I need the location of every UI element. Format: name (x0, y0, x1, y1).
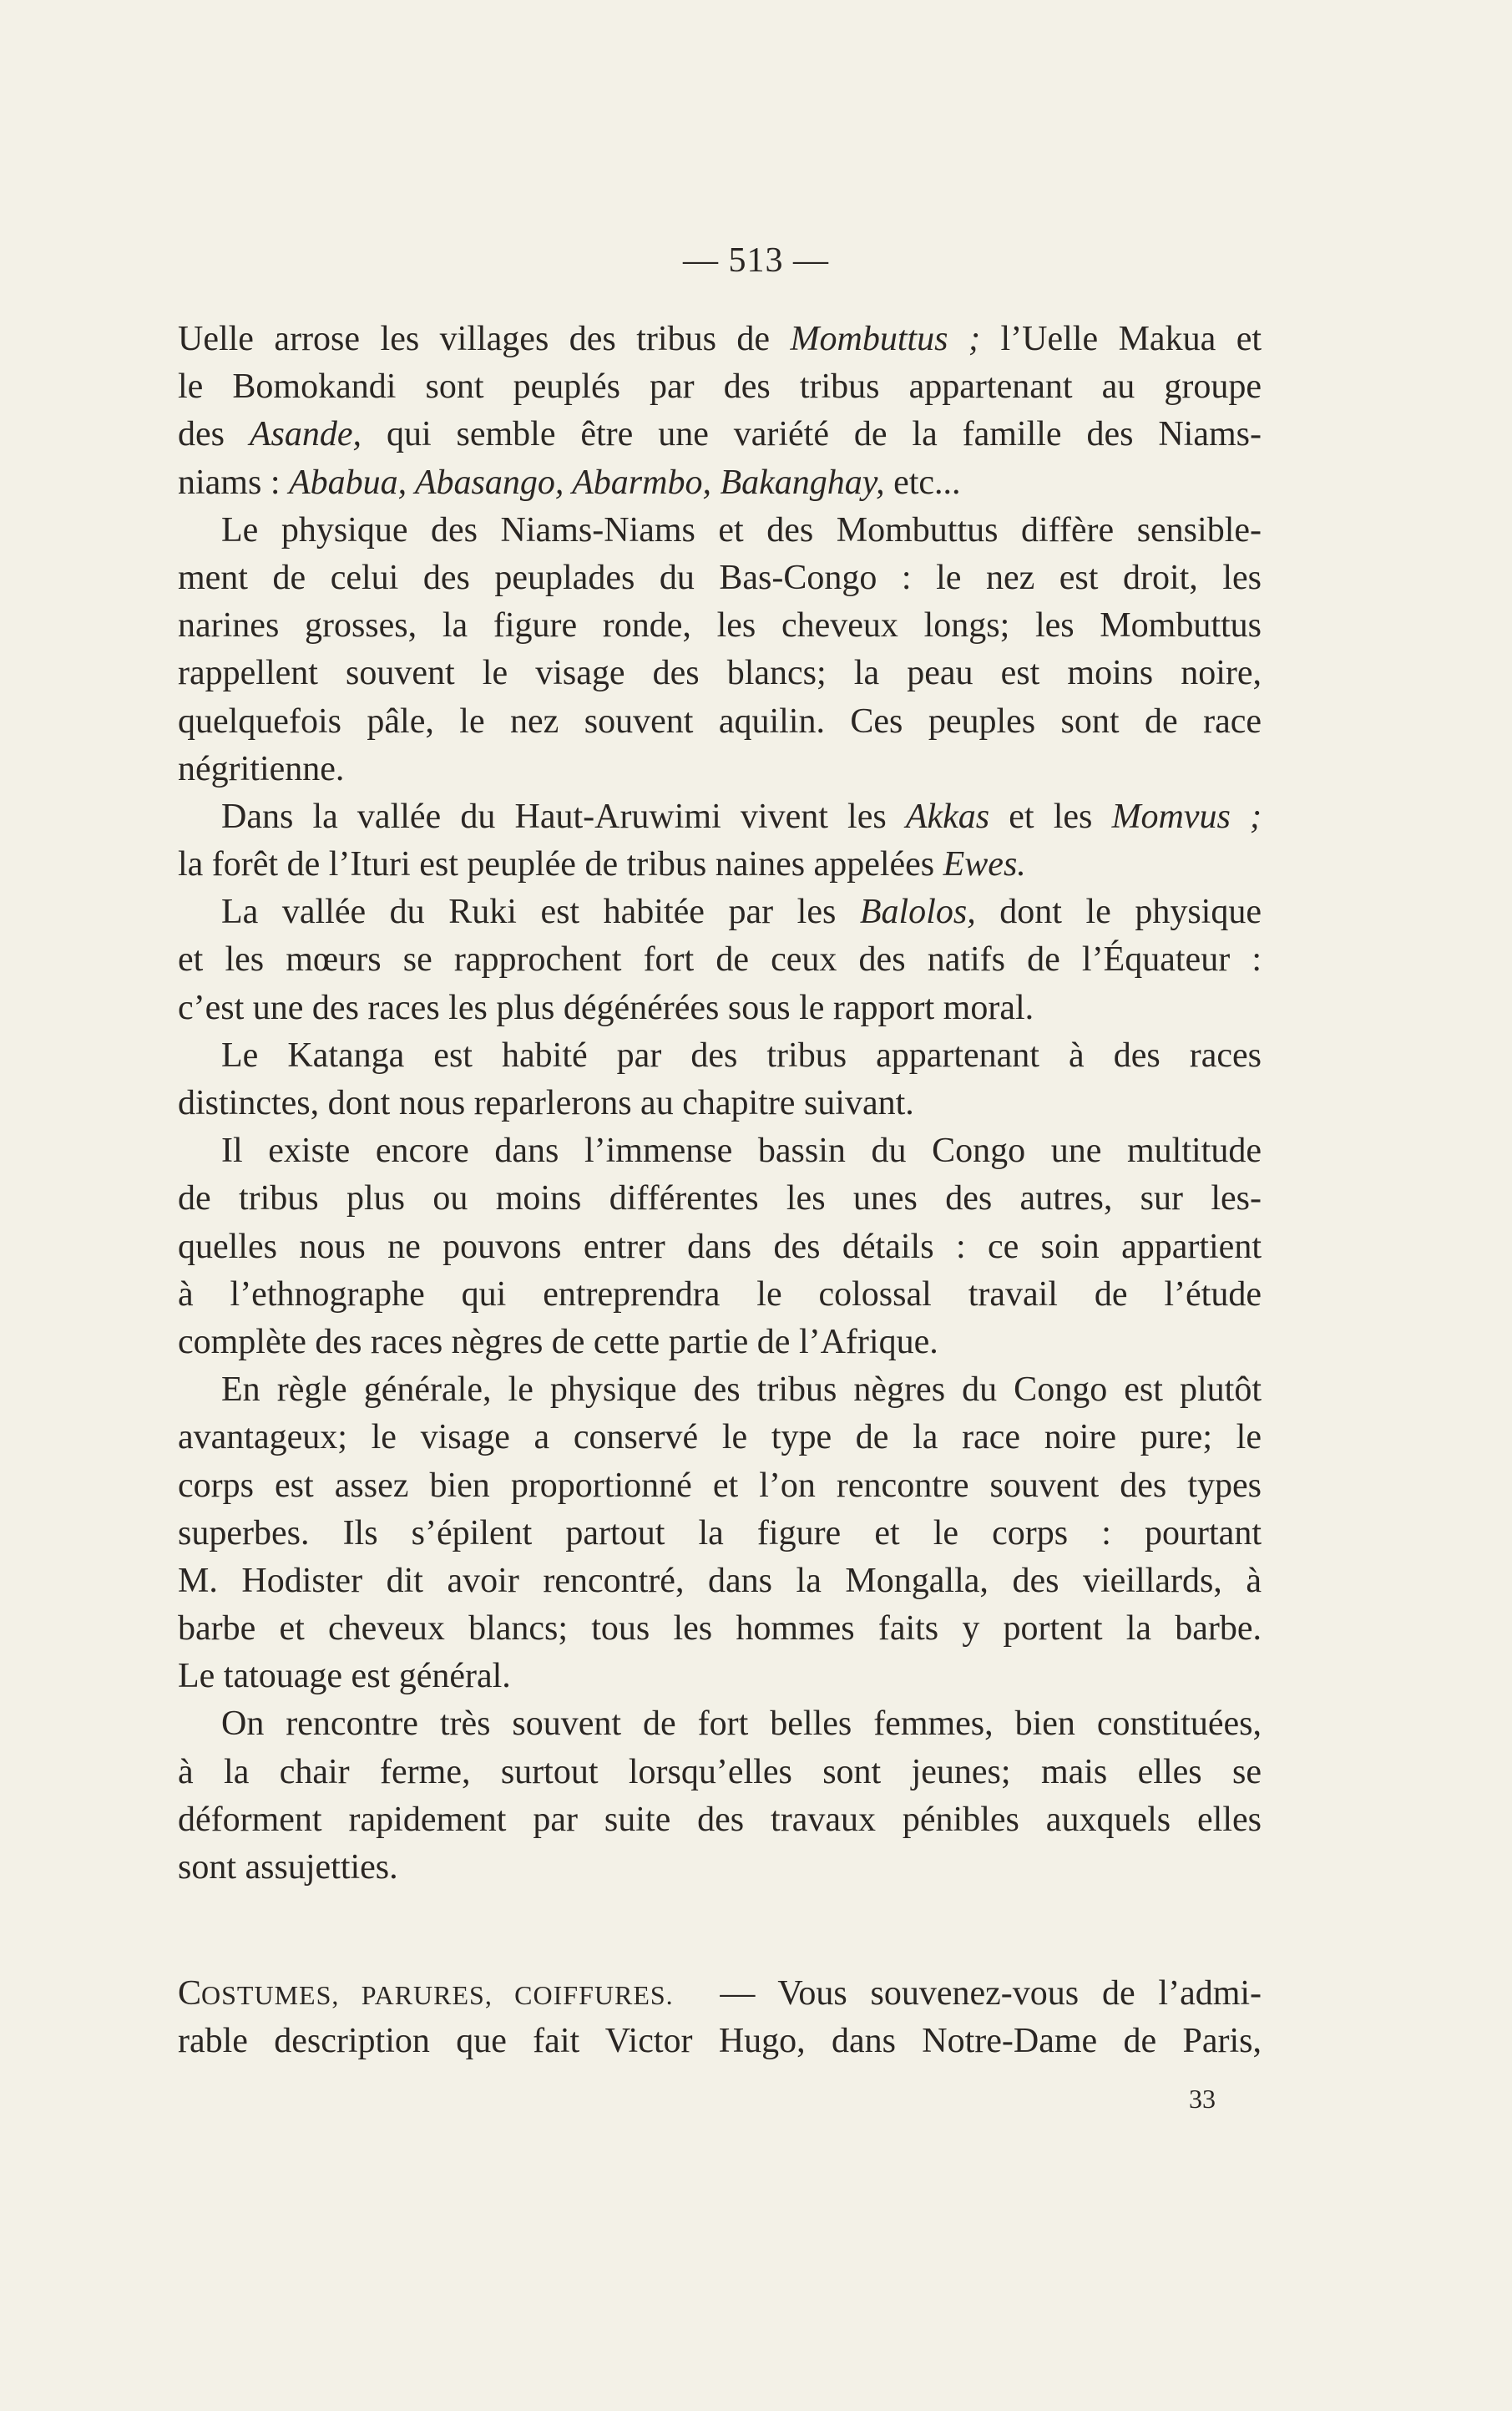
text-line (178, 1414, 1262, 1461)
text-line (178, 459, 1262, 507)
italic-term: Ewes. (943, 845, 1026, 884)
text-run: la forêt de l’Ituri est peuplée de tribus naines appelées (178, 845, 943, 884)
text-run: l’Uelle Makua et (980, 320, 1262, 358)
text-line (178, 602, 1262, 650)
section-text-line: rable description que fait Victor Hugo, dans Notre-Dame de Paris, (178, 2022, 1262, 2061)
text-line (178, 650, 1262, 697)
text-line (178, 363, 1262, 411)
text-line (178, 698, 1262, 746)
text-line (178, 1749, 1262, 1796)
italic-term: Momvus ; (1111, 797, 1262, 836)
text-run: distinctes, dont nous reparlerons au chapitre suivant. (178, 1084, 914, 1122)
text-run: qui semble être une variété de la famille des Niams- (362, 415, 1262, 454)
text-run: des (178, 415, 250, 454)
signature-mark: 33 (1189, 2084, 1216, 2114)
italic-term: Balolos, (859, 893, 976, 932)
text-line (178, 1462, 1262, 1510)
text-line (178, 936, 1262, 984)
section-heading: COSTUMES, PARURES, COIFFURES. (178, 1974, 674, 2013)
text-line (178, 1032, 1262, 1080)
text-line (178, 1223, 1262, 1271)
text-run: Le tatouage est général. (178, 1657, 511, 1696)
text-run: avantageux; le visage a conservé le type de la race noire pure; le (178, 1418, 1262, 1457)
text-line (178, 555, 1262, 602)
text-line (178, 1605, 1262, 1653)
text-run: Uelle arrose les villages des tribus de (178, 320, 791, 358)
text-run: etc... (884, 463, 961, 502)
section-heading-line (178, 1970, 1262, 2018)
text-line (178, 1558, 1262, 1605)
text-line (178, 889, 1262, 936)
text-run: Le physique des Niams-Niams et des Mombuttus diffère sensible- (221, 510, 1262, 550)
text-line (178, 1653, 1262, 1700)
text-run: corps est assez bien proportionné et l’on rencontre souvent des types (178, 1466, 1262, 1505)
text-run: barbe et cheveux blancs; tous les hommes faits y portent la barbe. (178, 1609, 1262, 1649)
text-run: et les mœurs se rapprochent fort de ceux des natifs de l’Équateur : (178, 940, 1262, 980)
text-line (178, 316, 1262, 363)
text-run: rappellent souvent le visage des blancs; la peau est moins noire, (178, 654, 1262, 693)
text-line (178, 1510, 1262, 1558)
text-line (178, 1080, 1262, 1127)
text-line (178, 1844, 1262, 1892)
text-line (178, 985, 1262, 1032)
text-run: à l’ethnographe qui entreprendra le colossal travail de l’étude (178, 1274, 1262, 1314)
text-run: à la chair ferme, surtout lorsqu’elles sont jeunes; mais elles se (178, 1752, 1262, 1791)
text-run: En règle générale, le physique des tribus nègres du Congo est plutôt (221, 1370, 1262, 1410)
text-run: sont assujetties. (178, 1848, 398, 1887)
text-line (178, 1796, 1262, 1844)
text-line (178, 793, 1262, 841)
text-line (178, 841, 1262, 889)
text-run: niams : (178, 463, 289, 502)
text-run: M. Hodister dit avoir rencontré, dans la Mongalla, des vieillards, à (178, 1561, 1262, 1600)
text-run: superbes. Ils s’épilent partout la figure et le corps : pourtant (178, 1513, 1262, 1552)
italic-term: Akkas (905, 797, 990, 836)
section-text-line: — Vous souvenez-vous de l’admi- (696, 1974, 1262, 2013)
text-line (178, 411, 1262, 458)
text-line (178, 1700, 1262, 1748)
text-run: Il existe encore dans l’immense bassin du Congo une multitude (221, 1132, 1262, 1171)
text-line (178, 1271, 1262, 1319)
text-run: déforment rapidement par suite des travaux pénibles auxquels elles (178, 1800, 1262, 1839)
text-run: Dans la vallée du Haut-Aruwimi vivent les (221, 797, 906, 836)
text-line (178, 1175, 1262, 1223)
text-run: dont le physique (975, 893, 1262, 932)
text-run: narines grosses, la figure ronde, les cheveux longs; les Mombuttus (178, 606, 1262, 646)
text-run: le Bomokandi sont peuplés par des tribus appartenant au groupe (178, 367, 1262, 407)
text-line (178, 507, 1262, 555)
page-number-header: — 513 — (683, 241, 829, 280)
text-run: c’est une des races les plus dégénérées sous le rapport moral. (178, 988, 1034, 1027)
text-run: Le Katanga est habité par des tribus appartenant à des races (221, 1036, 1262, 1075)
text-line (178, 1127, 1262, 1175)
text-run: ment de celui des peuplades du Bas-Congo : le nez est droit, les (178, 558, 1262, 597)
text-run: de tribus plus ou moins différentes les unes des autres, sur les- (178, 1179, 1262, 1218)
section-costumes (178, 1970, 1262, 2065)
italic-term: Asande, (249, 415, 362, 454)
text-line (178, 1366, 1262, 1414)
text-run: quelquefois pâle, le nez souvent aquilin. Ces peuples sont de race (178, 702, 1262, 741)
text-line (178, 746, 1262, 793)
text-run: On rencontre très souvent de fort belles femmes, bien constituées, (221, 1704, 1262, 1744)
text-run: négritienne. (178, 749, 345, 788)
italic-term: Mombuttus ; (790, 320, 981, 358)
text-line (178, 1319, 1262, 1366)
italic-term: Ababua, Abasango, Abarmbo, Bakanghay, (289, 463, 885, 502)
text-run: La vallée du Ruki est habitée par les (221, 893, 860, 932)
body-text (178, 316, 1262, 1892)
text-run: quelles nous ne pouvons entrer dans des détails : ce soin appartient (178, 1227, 1262, 1266)
text-run: et les (989, 797, 1112, 836)
text-run: complète des races nègres de cette partie de l’Afrique. (178, 1322, 938, 1361)
